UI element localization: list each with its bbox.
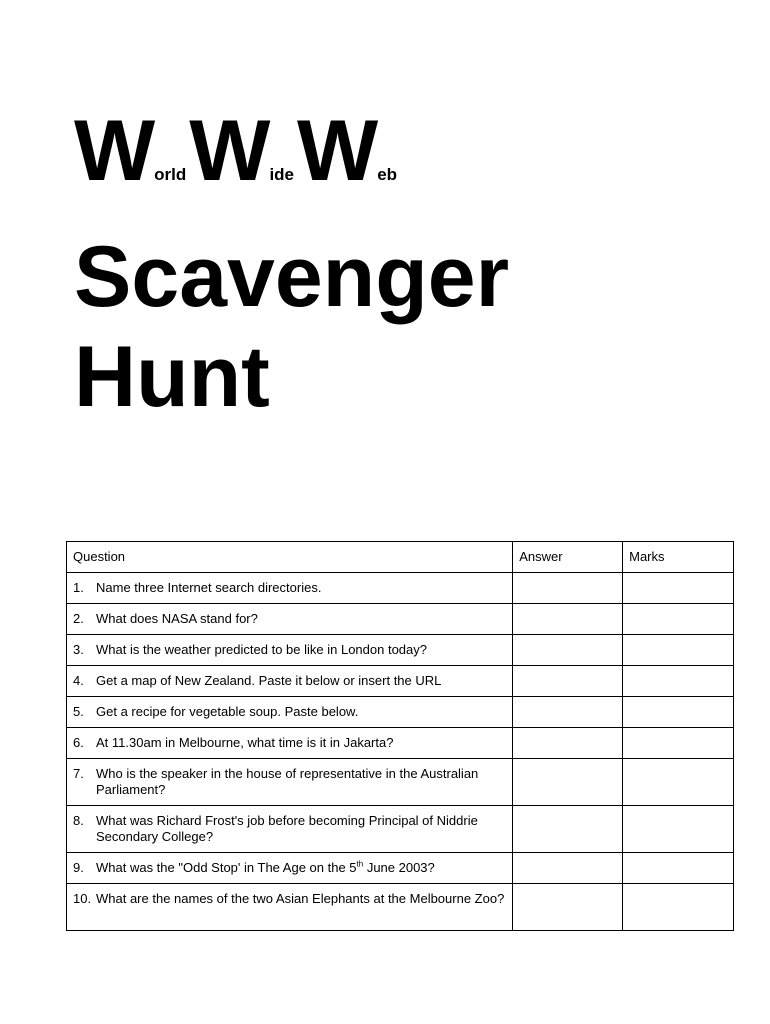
table-row [67, 666, 734, 697]
question-text: Name three Internet search directories. [96, 580, 322, 595]
question-text: Who is the speaker in the house of representative in the Australian Parliament? [96, 766, 479, 797]
marks-cell[interactable] [623, 573, 734, 604]
marks-cell[interactable] [623, 806, 734, 853]
question-number: 5. [73, 704, 84, 719]
title-scavenger: Scavenger [74, 229, 510, 325]
question-number: 6. [73, 735, 84, 750]
question-text: What does NASA stand for? [96, 611, 258, 626]
answer-cell[interactable] [513, 697, 623, 728]
title-hunt: Hunt [74, 329, 270, 425]
title-eb: eb [377, 165, 398, 184]
question-cell [67, 666, 513, 697]
title-www [74, 103, 400, 199]
question-text-part: What was the "Odd Stop' in The Age on the 5 [96, 860, 357, 875]
header-question: Question [67, 542, 513, 573]
question-text: What is the weather predicted to be like in London today? [96, 642, 427, 657]
answer-cell[interactable] [513, 853, 623, 884]
table-row [67, 697, 734, 728]
table-header-row [67, 542, 734, 573]
marks-cell[interactable] [623, 853, 734, 884]
answer-cell[interactable] [513, 573, 623, 604]
ordinal-suffix: th [356, 859, 364, 869]
question-cell [67, 697, 513, 728]
question-cell [67, 884, 513, 931]
question-cell [67, 853, 513, 884]
question-cell [67, 573, 513, 604]
answer-cell[interactable] [513, 666, 623, 697]
header-marks: Marks [623, 542, 734, 573]
answer-cell[interactable] [513, 806, 623, 853]
table-row [67, 853, 734, 884]
title-orld: orld [154, 165, 187, 184]
question-text: Get a recipe for vegetable soup. Paste below. [96, 704, 359, 719]
table-row [67, 604, 734, 635]
answer-cell[interactable] [513, 728, 623, 759]
answer-cell[interactable] [513, 759, 623, 806]
marks-cell[interactable] [623, 697, 734, 728]
question-cell [67, 635, 513, 666]
question-number: 8. [73, 813, 84, 828]
question-text: Get a map of New Zealand. Paste it below or insert the URL [96, 673, 442, 688]
title-w-web: W [297, 103, 377, 199]
marks-cell[interactable] [623, 728, 734, 759]
marks-cell[interactable] [623, 604, 734, 635]
question-number: 9. [73, 860, 84, 875]
question-cell [67, 604, 513, 635]
title-w-wide: W [189, 103, 269, 199]
table-row [67, 728, 734, 759]
table-row [67, 635, 734, 666]
table-row [67, 806, 734, 853]
question-cell [67, 728, 513, 759]
question-number: 4. [73, 673, 84, 688]
marks-cell[interactable] [623, 635, 734, 666]
answer-cell[interactable] [513, 884, 623, 931]
title-w-world: W [74, 103, 154, 199]
question-number: 1. [73, 580, 84, 595]
question-number: 10. [73, 891, 92, 906]
table-row [67, 573, 734, 604]
question-number: 3. [73, 642, 84, 657]
question-text-part: June 2003? [363, 860, 435, 875]
question-number: 2. [73, 611, 84, 626]
scavenger-hunt-table [66, 541, 734, 931]
marks-cell[interactable] [623, 884, 734, 931]
answer-cell[interactable] [513, 604, 623, 635]
question-cell [67, 759, 513, 806]
answer-cell[interactable] [513, 635, 623, 666]
question-cell [67, 806, 513, 853]
question-text: At 11.30am in Melbourne, what time is it in Jakarta? [96, 735, 394, 750]
title-ide: ide [269, 165, 295, 184]
marks-cell[interactable] [623, 759, 734, 806]
table-row [67, 884, 734, 931]
marks-cell[interactable] [623, 666, 734, 697]
question-text: What are the names of the two Asian Elephants at the Melbourne Zoo? [96, 891, 505, 906]
header-answer: Answer [513, 542, 623, 573]
question-text [96, 860, 506, 876]
question-text: What was Richard Frost's job before becoming Principal of Niddrie Secondary College? [96, 813, 478, 844]
question-number: 7. [73, 766, 84, 781]
table-row [67, 759, 734, 806]
